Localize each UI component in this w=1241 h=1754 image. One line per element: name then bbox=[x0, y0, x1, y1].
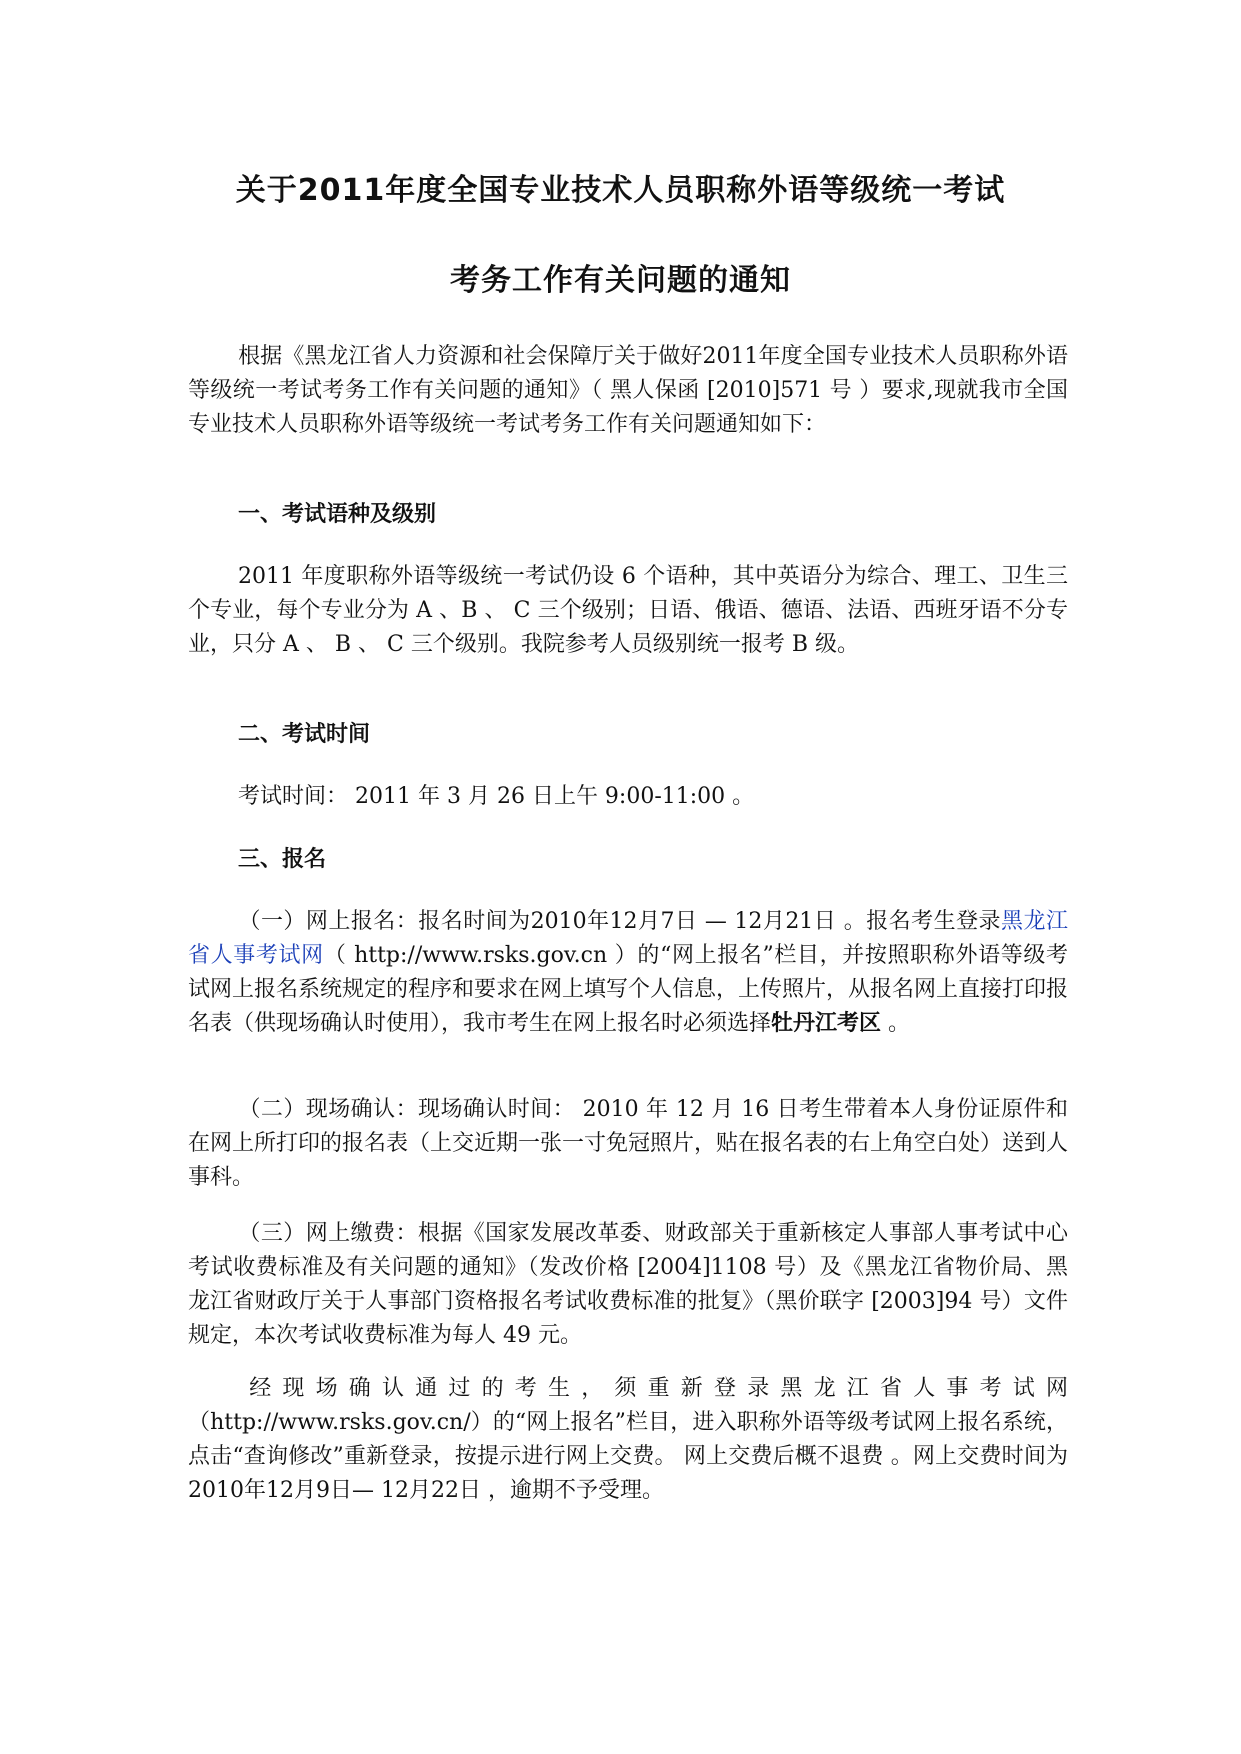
section-2-heading: 二、考试时间 bbox=[238, 722, 371, 747]
online-registration-text: （一）网上报名：报名时间为2010年12月7日 — 12月21日 。报名考生登录 bbox=[238, 909, 1002, 934]
section-3-heading: 三、报名 bbox=[238, 847, 327, 872]
exam-website-link[interactable]: 黑龙江省人事考试网 bbox=[188, 909, 1068, 968]
onsite-confirmation-text: （二）现场确认：现场确认时间： 2010 年 12 月 16 日考生带着本人身份证原件和在网上所打印的报名表（上交近期一张一寸免冠照片，贴在报名表的右上角空白处）送到人事科。 bbox=[188, 1097, 1069, 1190]
section-2-text: 考试时间： 2011 年 3 月 26 日上午 9:00-11:00 。 bbox=[238, 784, 755, 809]
online-registration-paragraph bbox=[188, 905, 1068, 1041]
online-payment-paragraph bbox=[188, 1217, 1068, 1353]
section-1-heading: 一、考试语种及级别 bbox=[238, 502, 437, 527]
online-registration-end: 。 bbox=[881, 1011, 911, 1036]
intro-text: 根据《黑龙江省人力资源和社会保障厅关于做好2011年度全国专业技术人员职称外语等级统一考试考务工作有关问题的通知》（ 黑人保函 [2010]571 号 ）要求,现就我市全国专业技术人员职称外语等级统一考试考务工作有关问题通知如下： bbox=[188, 344, 1068, 437]
intro-paragraph bbox=[188, 340, 1068, 442]
section-1-text: 2011 年度职称外语等级统一考试仍设 6 个语种，其中英语分为综合、理工、卫生三个专业，每个专业分为 A 、B 、 C 三个级别；日语、俄语、德语、法语、西班牙语不分专业，只分 A 、 B 、 C 三个级别。我院参考人员级别统一报考 B 级。 bbox=[188, 564, 1068, 657]
document-title-line-2: 考务工作有关问题的通知 bbox=[450, 263, 791, 298]
section-2-paragraph bbox=[188, 780, 1068, 814]
payment-note-text: 经现场确认通过的考生，须重新登录黑龙江省人事考试网（http://www.rsks.gov.cn/）的“网上报名”栏目，进入职称外语等级考试网上报名系统，点击“查询修改”重新登录，按提示进行网上交费。 网上交费后概不退费 。网上交费时间为2010年12月9日— 12月22日 ，逾期不予受理。 bbox=[188, 1376, 1068, 1503]
payment-note-paragraph bbox=[188, 1372, 1068, 1508]
online-payment-text: （三）网上缴费：根据《国家发展改革委、财政部关于重新核定人事部人事考试中心考试收费标准及有关问题的通知》（发改价格 [2004]1108 号）及《黑龙江省物价局、黑龙江省财政厅关于人事部门资格报名考试收费标准的批复》（黑价联字 [2003]94 号）文件规定，本次考试收费标准为每人 49 元。 bbox=[188, 1221, 1068, 1348]
online-registration-text-continued: （ http://www.rsks.gov.cn ）的“网上报名”栏目，并按照职称外语等级考试网上报名系统规定的程序和要求在网上填写个人信息，上传照片，从报名网上直接打印报名表（供现场确认时使用），我市考生在网上报名时必须选择 bbox=[188, 943, 1069, 1036]
onsite-confirmation-paragraph bbox=[188, 1093, 1068, 1195]
exam-area-emphasis: 牡丹江考区 bbox=[771, 1011, 882, 1036]
section-1-paragraph bbox=[188, 560, 1068, 662]
document-title-line-1: 关于2011年度全国专业技术人员职称外语等级统一考试 bbox=[235, 173, 1006, 208]
